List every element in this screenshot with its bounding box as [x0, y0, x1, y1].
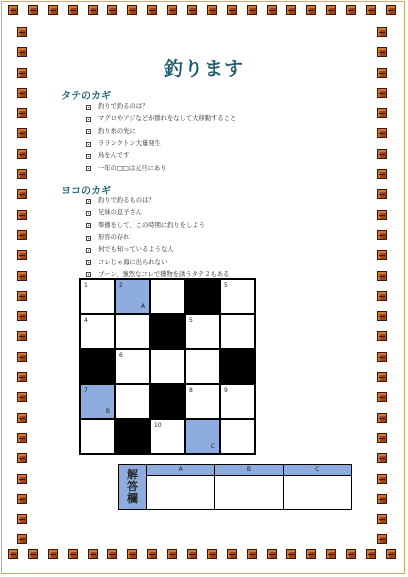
treasure-box-icon: [377, 392, 387, 402]
cell-number: 6: [119, 352, 123, 359]
treasure-box-icon: [17, 108, 27, 118]
treasure-box-icon: [386, 5, 396, 15]
clue-text: 釣りで釣るのは？: [98, 103, 149, 111]
clue-text: 準備をして、この時期に釣りをしよう: [98, 221, 205, 229]
treasure-box-icon: [127, 5, 137, 15]
grid-cell[interactable]: [220, 279, 255, 314]
crossword-grid: [79, 278, 256, 455]
treasure-box-icon: [377, 271, 387, 281]
treasure-box-icon: [326, 5, 336, 15]
grid-cell[interactable]: [80, 384, 115, 419]
clue-text: 兄妹の息子さん: [98, 209, 143, 217]
treasure-box-icon: [8, 5, 18, 15]
answer-table: [118, 464, 352, 510]
treasure-box-icon: [28, 5, 38, 15]
treasure-box-icon: [366, 5, 376, 15]
cell-number: 4: [84, 317, 88, 324]
treasure-box-icon: [386, 549, 396, 559]
grid-cell[interactable]: [220, 419, 255, 454]
answer-label-char: 解: [127, 468, 138, 481]
treasure-box-icon: [68, 5, 78, 15]
checkbox-bullet-icon: [86, 117, 91, 122]
treasure-box-icon: [377, 311, 387, 321]
treasure-box-icon: [48, 5, 58, 15]
clue-text: 釣り糸の先に: [98, 127, 136, 135]
grid-cell[interactable]: [80, 419, 115, 454]
treasure-box-icon: [17, 331, 27, 341]
grid-cell[interactable]: [185, 314, 220, 349]
decorative-border-top: [8, 5, 396, 15]
treasure-box-icon: [267, 549, 277, 559]
cell-number: 5: [189, 317, 193, 324]
grid-cell[interactable]: [185, 419, 220, 454]
answer-cell-b[interactable]: [215, 476, 282, 509]
treasure-box-icon: [377, 149, 387, 159]
treasure-box-icon: [346, 549, 356, 559]
answer-cell-c[interactable]: [284, 476, 351, 509]
clue-text: 何でも知っているような人: [98, 246, 174, 254]
cell-number: 2: [119, 282, 123, 289]
treasure-box-icon: [377, 433, 387, 443]
clue-text: 釣りで釣るものは？: [98, 197, 155, 205]
cell-number: 1: [84, 282, 88, 289]
treasure-box-icon: [88, 549, 98, 559]
clue-item: [86, 126, 236, 138]
checkbox-bullet-icon: [86, 166, 91, 171]
cell-number: 10: [154, 422, 162, 429]
grid-cell[interactable]: [115, 279, 150, 314]
treasure-box-icon: [17, 291, 27, 301]
treasure-box-icon: [306, 5, 316, 15]
treasure-box-icon: [17, 189, 27, 199]
cell-number: 7: [84, 387, 88, 394]
grid-cell[interactable]: [220, 314, 255, 349]
treasure-box-icon: [377, 108, 387, 118]
grid-cell[interactable]: [80, 314, 115, 349]
treasure-box-icon: [17, 494, 27, 504]
decorative-border-left: [17, 27, 27, 544]
clue-item: [86, 256, 229, 268]
checkbox-bullet-icon: [86, 223, 91, 228]
treasure-box-icon: [17, 169, 27, 179]
treasure-box-icon: [17, 474, 27, 484]
down-clues-list: [86, 101, 236, 175]
treasure-box-icon: [17, 230, 27, 240]
page-title: 釣ります: [163, 58, 244, 80]
treasure-box-icon: [377, 453, 387, 463]
treasure-box-icon: [88, 5, 98, 15]
answer-header: B: [215, 465, 282, 476]
answer-column-c: [284, 465, 351, 509]
treasure-box-icon: [28, 549, 38, 559]
grid-cell[interactable]: [150, 349, 185, 384]
treasure-box-icon: [107, 549, 117, 559]
treasure-box-icon: [267, 5, 277, 15]
treasure-box-icon: [17, 352, 27, 362]
clue-text: 形容の存れ: [98, 234, 130, 242]
grid-cell[interactable]: [220, 384, 255, 419]
treasure-box-icon: [207, 549, 217, 559]
cell-number: 9: [224, 387, 228, 394]
treasure-box-icon: [107, 5, 117, 15]
clue-item: [86, 101, 236, 113]
checkbox-bullet-icon: [86, 199, 91, 204]
clue-text: マグロやアジなどが群れをなして大移動すること: [98, 115, 237, 123]
treasure-box-icon: [377, 352, 387, 362]
clue-item: [86, 195, 229, 207]
treasure-box-icon: [377, 169, 387, 179]
treasure-box-icon: [377, 413, 387, 423]
clue-item: [86, 244, 229, 256]
clue-item: [86, 232, 229, 244]
grid-cell[interactable]: [115, 349, 150, 384]
treasure-box-icon: [17, 413, 27, 423]
treasure-box-icon: [377, 534, 387, 544]
cell-answer-letter: C: [210, 443, 215, 450]
treasure-box-icon: [17, 149, 27, 159]
checkbox-bullet-icon: [86, 236, 91, 241]
treasure-box-icon: [48, 549, 58, 559]
treasure-box-icon: [17, 250, 27, 260]
treasure-box-icon: [8, 549, 18, 559]
black-cell: [80, 349, 115, 384]
grid-cell[interactable]: [185, 384, 220, 419]
treasure-box-icon: [377, 291, 387, 301]
clue-text: 鳥をんです: [98, 152, 130, 160]
treasure-box-icon: [17, 271, 27, 281]
treasure-box-icon: [377, 250, 387, 260]
treasure-box-icon: [17, 534, 27, 544]
treasure-box-icon: [147, 549, 157, 559]
answer-label: [119, 465, 147, 509]
treasure-box-icon: [227, 5, 237, 15]
treasure-box-icon: [17, 453, 27, 463]
checkbox-bullet-icon: [86, 129, 91, 134]
black-cell: [115, 419, 150, 454]
treasure-box-icon: [326, 549, 336, 559]
down-clues-heading: タテのカギ: [61, 91, 111, 102]
treasure-box-icon: [377, 494, 387, 504]
checkbox-bullet-icon: [86, 211, 91, 216]
checkbox-bullet-icon: [86, 260, 91, 265]
treasure-box-icon: [377, 474, 387, 484]
treasure-box-icon: [167, 549, 177, 559]
treasure-box-icon: [187, 549, 197, 559]
treasure-box-icon: [377, 372, 387, 382]
treasure-box-icon: [377, 27, 387, 37]
cell-number: 8: [189, 387, 193, 394]
treasure-box-icon: [17, 128, 27, 138]
treasure-box-icon: [17, 514, 27, 524]
clue-text: コレじゃ海に出られない: [98, 258, 168, 266]
black-cell: [150, 384, 185, 419]
treasure-box-icon: [377, 128, 387, 138]
clue-item: [86, 138, 236, 150]
answer-label-char: 答: [127, 480, 138, 493]
treasure-box-icon: [187, 5, 197, 15]
answer-header: A: [147, 465, 214, 476]
grid-cell[interactable]: [115, 384, 150, 419]
treasure-box-icon: [306, 549, 316, 559]
cell-number: 5: [224, 282, 228, 289]
treasure-box-icon: [17, 392, 27, 402]
answer-header: C: [284, 465, 351, 476]
treasure-box-icon: [366, 549, 376, 559]
treasure-box-icon: [17, 88, 27, 98]
treasure-box-icon: [247, 5, 257, 15]
across-clues-list: [86, 195, 229, 281]
treasure-box-icon: [127, 549, 137, 559]
answer-label-char: 欄: [127, 492, 138, 505]
treasure-box-icon: [377, 514, 387, 524]
checkbox-bullet-icon: [86, 142, 91, 147]
clue-item: [86, 220, 229, 232]
treasure-box-icon: [147, 5, 157, 15]
treasure-box-icon: [377, 189, 387, 199]
clue-text: ブーン、強烈なコレで獲物を誘うタテ２もある: [98, 270, 230, 278]
treasure-box-icon: [68, 549, 78, 559]
across-clues-heading: ヨコのカギ: [61, 186, 111, 197]
treasure-box-icon: [167, 5, 177, 15]
treasure-box-icon: [286, 5, 296, 15]
grid-cell[interactable]: [115, 314, 150, 349]
answer-column-b: [215, 465, 283, 509]
grid-cell[interactable]: [185, 349, 220, 384]
grid-cell[interactable]: [150, 419, 185, 454]
treasure-box-icon: [17, 210, 27, 220]
answer-column-a: [147, 465, 215, 509]
cell-answer-letter: A: [140, 303, 145, 310]
checkbox-bullet-icon: [86, 105, 91, 110]
treasure-box-icon: [17, 372, 27, 382]
answer-cell-a[interactable]: [147, 476, 214, 509]
clue-item: [86, 150, 236, 162]
treasure-box-icon: [207, 5, 217, 15]
treasure-box-icon: [17, 27, 27, 37]
checkbox-bullet-icon: [86, 248, 91, 253]
black-cell: [185, 279, 220, 314]
treasure-box-icon: [377, 331, 387, 341]
checkbox-bullet-icon: [86, 154, 91, 159]
cell-answer-letter: B: [105, 408, 110, 415]
decorative-border-bottom: [8, 549, 396, 559]
treasure-box-icon: [346, 5, 356, 15]
black-cell: [150, 314, 185, 349]
clue-item: [86, 207, 229, 219]
black-cell: [220, 349, 255, 384]
clue-item: [86, 162, 236, 174]
treasure-box-icon: [247, 549, 257, 559]
clue-item: [86, 113, 236, 125]
treasure-box-icon: [17, 433, 27, 443]
treasure-box-icon: [227, 549, 237, 559]
grid-cell[interactable]: [80, 279, 115, 314]
treasure-box-icon: [377, 210, 387, 220]
grid-cell[interactable]: [150, 279, 185, 314]
treasure-box-icon: [377, 230, 387, 240]
checkbox-bullet-icon: [86, 272, 91, 277]
treasure-box-icon: [286, 549, 296, 559]
clue-text: 一年の□□は元旦にあり: [98, 164, 167, 172]
treasure-box-icon: [377, 88, 387, 98]
treasure-box-icon: [17, 311, 27, 321]
clue-text: ラランクトン大量発生: [98, 140, 161, 148]
decorative-border-right: [377, 27, 387, 544]
